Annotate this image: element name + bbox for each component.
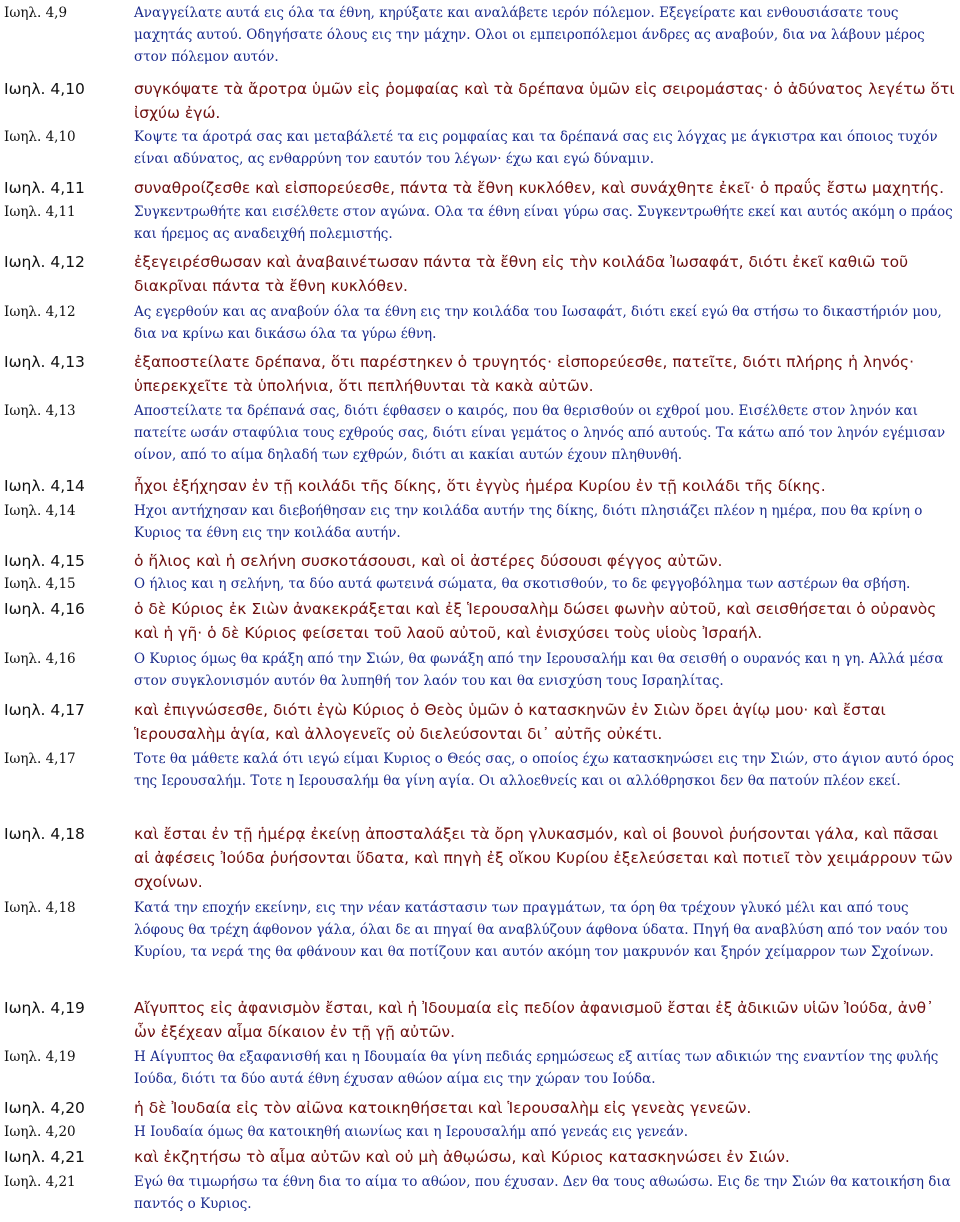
verse-reference: Ιωηλ. 4,15 (4, 552, 85, 570)
verse-text-modern: Ηχοι αντήχησαν και διεβοήθησαν εις την κοιλάδα αυτήν της δίκης, διότι πλησιάζει πλέον η ημέρα, που θα κρίνη ο Κυριος τα έθνη εις την κοιλάδα αυτήν. (134, 503, 923, 541)
verse-text-ancient: καὶ ἔσται ἐν τῇ ἡμέρᾳ ἐκείνῃ ἀποσταλάξει τὰ ὄρη γλυκασμόν, καὶ οἱ βουνοὶ ῥυήσονται γάλα, καὶ πᾶσαι αἱ ἀφέσεις Ἰούδα ῥυήσονται ὕδατα, καὶ πηγὴ ἐξ οἴκου Κυρίου ἐξελεύσεται καὶ ποτιεῖ τὸν χειμάρρουν τῶν σχοίνων. (134, 825, 953, 891)
verse-text-ancient: Αἴγυπτος εἰς ἀφανισμὸν ἔσται, καὶ ἡ Ἰδουμαία εἰς πεδίον ἀφανισμοῦ ἔσται ἐξ ἀδικιῶν υἱῶν Ἰούδα, ἀνθ᾿ ὧν ἐξέχεαν αἷμα δίκαιον ἐν τῇ γῇ αὐτῶν. (134, 999, 934, 1041)
verse-text-modern: Ο ήλιος και η σελήνη, τα δύο αυτά φωτεινά σώματα, θα σκοτισθούν, το δε φεγγοβόλημα των αστέρων θα σβήση. (134, 576, 911, 592)
verse-reference: Ιωηλ. 4,10 (4, 80, 85, 98)
verse-text-ancient: ὁ ἥλιος καὶ ἡ σελήνη συσκοτάσουσι, καὶ οἱ ἀστέρες δύσουσι φέγγος αὐτῶν. (134, 552, 723, 570)
verse-text-modern: Ο Κυριος όμως θα κράξη από την Σιών, θα φωνάξη από την Ιερουσαλήμ και θα σεισθή ο ουρανός και η γη. Αλλά μέσα στον συγκλονισμόν αυτόν θα λυπηθή τον λαόν του και θα ενισχύση τους Ισραηλίτας. (134, 651, 944, 689)
verse-text-modern: Η Ιουδαία όμως θα κατοικηθή αιωνίως και η Ιερουσαλήμ από γενεάς εις γενεάν. (134, 1124, 689, 1140)
verse-text-ancient: ἐξεγειρέσθωσαν καὶ ἀναβαινέτωσαν πάντα τὰ ἔθνη εἰς τὴν κοιλάδα Ἰωσαφάτ, διότι ἐκεῖ καθιῶ τοῦ διακρῖναι πάντα τὰ ἔθνη κυκλόθεν. (134, 253, 909, 295)
verse-text-modern: Ας εγερθούν και ας αναβούν όλα τα έθνη εις την κοιλάδα του Ιωσαφάτ, διότι εκεί εγώ θα στήσω το δικαστήριόν μου, δια να κρίνω και δικάσω όλα τα γύρω έθνη. (134, 304, 942, 342)
verse-reference: Ιωηλ. 4,9 (4, 5, 68, 21)
verse-text-modern: Αποστείλατε τα δρέπανά σας, διότι έφθασεν ο καιρός, που θα θερισθούν οι εχθροί μου. Εισέλθετε στον ληνόν και πατείτε ωσάν σταφύλια τους εχθρούς σας, διότι είναι γεμάτος ο ληνός από αυτούς. Τα κάτω από τον ληνόν εγέμισαν οίνον, από το αίμα δηλαδή των εχθρών, διότι αι κακίαι αυτών έχουν πληθυνθή. (134, 403, 946, 463)
verse-reference: Ιωηλ. 4,17 (4, 751, 76, 767)
verse-reference: Ιωηλ. 4,14 (4, 477, 85, 495)
verse-text-modern: Συγκεντρωθήτε και εισέλθετε στον αγώνα. Ολα τα έθνη είναι γύρω σας. Συγκεντρωθήτε εκεί και αυτός ακόμη ο πράος και ήρεμος ας αναδειχθή πολεμιστής. (134, 204, 953, 242)
verse-reference: Ιωηλ. 4,19 (4, 999, 85, 1017)
verse-reference: Ιωηλ. 4,21 (4, 1148, 85, 1166)
verse-reference: Ιωηλ. 4,13 (4, 403, 76, 419)
verse-reference: Ιωηλ. 4,14 (4, 503, 76, 519)
verse-reference: Ιωηλ. 4,20 (4, 1124, 76, 1140)
verse-reference: Ιωηλ. 4,16 (4, 651, 76, 667)
verse-text-modern: Τοτε θα μάθετε καλά ότι ιεγώ είμαι Κυριος ο Θεός σας, ο οποίος έχω κατασκηνώσει εις την Σιών, στο άγιον αυτό όρος της Ιερουσαλήμ. Τοτε η Ιερουσαλήμ θα γίνη αγία. Οι αλλοεθνείς και οι αλλόθρησκοι δεν θα πατούν πλέον εκεί. (134, 751, 954, 789)
verse-text-ancient: ὁ δὲ Κύριος ἐκ Σιὼν ἀνακεκράξεται καὶ ἐξ Ἱερουσαλὴμ δώσει φωνὴν αὐτοῦ, καὶ σεισθήσεται ὁ οὐρανὸς καὶ ἡ γῆ· ὁ δὲ Κύριος φείσεται τοῦ λαοῦ αὐτοῦ, καὶ ἐνισχύσει τοὺς υἱοὺς Ἰσραήλ. (134, 600, 937, 642)
verse-text-ancient: συναθροίζεσθε καὶ εἰσπορεύεσθε, πάντα τὰ ἔθνη κυκλόθεν, καὶ συνάχθητε ἐκεῖ· ὁ πραΰς ἔστω μαχητής. (134, 179, 945, 197)
verse-text-modern: Αναγγείλατε αυτά εις όλα τα έθνη, κηρύξατε και αναλάβετε ιερόν πόλεμον. Εξεγείρατε και ενθουσιάσατε τους μαχητάς αυτού. Οδηγήσατε όλους εις την μάχην. Ολοι οι εμπειροπόλεμοι άνδρες ας αναβούν, δια να λάβουν μέρος στον πόλεμον αυτόν. (134, 5, 925, 65)
verse-text-ancient: συγκόψατε τὰ ἄροτρα ὑμῶν εἰς ῥομφαίας καὶ τὰ δρέπανα ὑμῶν εἰς σειρομάστας· ὁ ἀδύνατος λεγέτω ὅτι ἰσχύω ἐγώ. (134, 80, 955, 122)
verse-text-ancient: ἦχοι ἐξήχησαν ἐν τῇ κοιλάδι τῆς δίκης, ὅτι ἐγγὺς ἡμέρα Κυρίου ἐν τῇ κοιλάδι τῆς δίκης. (134, 477, 826, 495)
verse-reference: Ιωηλ. 4,18 (4, 825, 85, 843)
verse-reference: Ιωηλ. 4,21 (4, 1174, 76, 1190)
verse-reference: Ιωηλ. 4,18 (4, 900, 76, 916)
verse-reference: Ιωηλ. 4,13 (4, 353, 85, 371)
verse-reference: Ιωηλ. 4,20 (4, 1099, 85, 1117)
verse-text-modern: Κατά την εποχήν εκείνην, εις την νέαν κατάστασιν των πραγμάτων, τα όρη θα τρέχουν γλυκό μέλι και από τους λόφους θα τρέχη άφθονον γάλα, όλαι δε αι πηγαί θα αναβλύζουν άφθονα ύδατα. Πηγή θα αναβλύση από τον ναόν του Κυρίου, τα νερά της θα φθάνουν και θα ποτίζουν και αυτόν ακόμη τον μακρυνόν και ξηρόν χείμαρρον των Σχοίνων. (134, 900, 948, 960)
verse-reference: Ιωηλ. 4,19 (4, 1049, 76, 1065)
verse-text-ancient: καὶ ἐκζητήσω τὸ αἷμα αὐτῶν καὶ οὐ μὴ ἀθῳώσω, καὶ Κύριος κατασκηνώσει ἐν Σιών. (134, 1148, 790, 1166)
verse-reference: Ιωηλ. 4,11 (4, 204, 76, 220)
verse-text-modern: Εγώ θα τιμωρήσω τα έθνη δια το αίμα το αθώον, που έχυσαν. Δεν θα τους αθωώσω. Εις δε την Σιών θα κατοικήση δια παντός ο Κυριος. (134, 1174, 951, 1212)
verse-text-modern: Κοψτε τα άροτρά σας και μεταβάλετέ τα εις ρομφαίας και τα δρέπανά σας εις λόγχας με άγκιστρα και όποιος τυχόν είναι αδύνατος, ας ενθαρρύνη τον εαυτόν του λέγων· έχω και εγώ δύναμιν. (134, 129, 938, 167)
verse-text-ancient: ἐξαποστείλατε δρέπανα, ὅτι παρέστηκεν ὁ τρυγητός· εἰσπορεύεσθε, πατεῖτε, διότι πλήρης ἡ ληνός· ὑπερεκχεῖτε τὰ ὑπολήνια, ὅτι πεπλήθυνται τὰ κακὰ αὐτῶν. (134, 353, 915, 395)
verse-reference: Ιωηλ. 4,11 (4, 179, 85, 197)
verse-reference: Ιωηλ. 4,12 (4, 304, 76, 320)
verse-text-ancient: ἡ δὲ Ἰουδαία εἰς τὸν αἰῶνα κατοικηθήσεται καὶ Ἱερουσαλὴμ εἰς γενεὰς γενεῶν. (134, 1099, 752, 1117)
verse-text-modern: Η Αίγυπτος θα εξαφανισθή και η Ιδουμαία θα γίνη πεδιάς ερημώσεως εξ αιτίας των αδικιών της εναντίον της φυλής Ιούδα, διότι τα δύο αυτά έθνη έχυσαν αθώον αίμα εις την χώραν του Ιούδα. (134, 1049, 939, 1087)
verse-reference: Ιωηλ. 4,15 (4, 576, 76, 592)
verse-reference: Ιωηλ. 4,16 (4, 600, 85, 618)
verse-reference: Ιωηλ. 4,10 (4, 129, 76, 145)
verse-text-ancient: καὶ ἐπιγνώσεσθε, διότι ἐγὼ Κύριος ὁ Θεὸς ὑμῶν ὁ κατασκηνῶν ἐν Σιὼν ὄρει ἁγίῳ μου· καὶ ἔσται Ἱερουσαλὴμ ἁγία, καὶ ἀλλογενεῖς οὐ διελεύσονται δι᾿ αὐτῆς οὐκέτι. (134, 701, 886, 743)
verse-reference: Ιωηλ. 4,12 (4, 253, 85, 271)
verse-reference: Ιωηλ. 4,17 (4, 701, 85, 719)
